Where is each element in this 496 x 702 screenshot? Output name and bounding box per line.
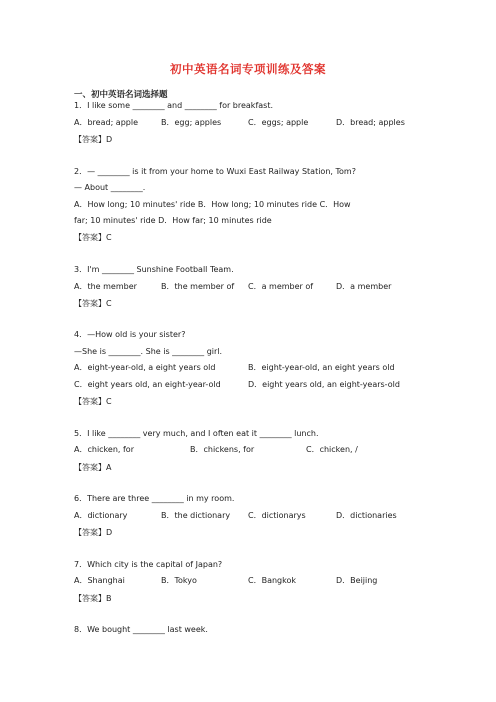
- question-7-stem: 7．Which city is the capital of Japan?: [74, 560, 223, 569]
- question-2-answer: 【答案】C: [74, 233, 112, 242]
- question-4-option-d: D．eight years old, an eight-years-old: [248, 380, 400, 389]
- question-7-option-c: C．Bangkok: [248, 576, 296, 585]
- question-3-option-a: A．the member: [74, 282, 137, 291]
- question-6-stem: 6．There are three ________ in my room.: [74, 494, 235, 503]
- section-heading: 一、初中英语名词选择题: [74, 90, 168, 100]
- question-5-answer: 【答案】A: [74, 463, 112, 472]
- question-6-answer: 【答案】D: [74, 528, 113, 537]
- question-1-option-c: C．eggs; apple: [248, 118, 309, 127]
- question-4-answer: 【答案】C: [74, 397, 112, 406]
- question-7-answer: 【答案】B: [74, 594, 112, 603]
- question-4-option-c: C．eight years old, an eight-year-old: [74, 380, 221, 389]
- question-3-answer: 【答案】C: [74, 299, 112, 308]
- question-6-option-c: C．dictionarys: [248, 511, 306, 520]
- question-4-option-b: B．eight-year-old, an eight years old: [248, 363, 395, 372]
- question-4-stem: 4．—How old is your sister?: [74, 330, 186, 339]
- question-8-stem: 8．We bought ________ last week.: [74, 625, 208, 634]
- question-7-option-a: A．Shanghai: [74, 576, 125, 585]
- question-1-option-b: B．egg; apples: [161, 118, 222, 127]
- question-4-option-a: A．eight-year-old, a eight years old: [74, 363, 216, 372]
- question-3-stem: 3．I'm ________ Sunshine Football Team.: [74, 265, 234, 274]
- question-2-options-line-2: far; 10 minutes' ride D．How far; 10 minutes ride: [74, 216, 272, 225]
- question-7-option-d: D．Beijing: [336, 576, 378, 585]
- question-5-option-a: A．chicken, for: [74, 445, 134, 454]
- question-7-option-b: B．Tokyo: [161, 576, 197, 585]
- question-2-stem-continued: — About ________.: [74, 183, 146, 192]
- question-4-stem-continued: —She is ________. She is ________ girl.: [74, 347, 223, 356]
- question-1-option-a: A．bread; apple: [74, 118, 139, 127]
- question-5-option-b: B．chickens, for: [190, 445, 255, 454]
- question-5-option-c: C．chicken, /: [306, 445, 358, 454]
- question-3-option-d: D．a member: [336, 282, 392, 291]
- question-1-option-d: D．bread; apples: [336, 118, 405, 127]
- question-1-answer: 【答案】D: [74, 135, 113, 144]
- question-6-option-d: D．dictionaries: [336, 511, 397, 520]
- question-6-option-a: A．dictionary: [74, 511, 128, 520]
- document-title: 初中英语名词专项训练及答案: [170, 62, 326, 76]
- question-5-stem: 5．I like ________ very much, and I often eat it ________ lunch.: [74, 429, 319, 438]
- question-2-options-line-1: A．How long; 10 minutes' ride B．How long; 10 minutes ride C．How: [74, 200, 351, 209]
- question-6-option-b: B．the dictionary: [161, 511, 231, 520]
- question-3-option-c: C．a member of: [248, 282, 314, 291]
- question-2-stem: 2．— ________ is it from your home to Wuxi East Railway Station, Tom?: [74, 167, 356, 176]
- question-1-stem: 1．I like some ________ and ________ for breakfast.: [74, 101, 274, 110]
- question-3-option-b: B．the member of: [161, 282, 235, 291]
